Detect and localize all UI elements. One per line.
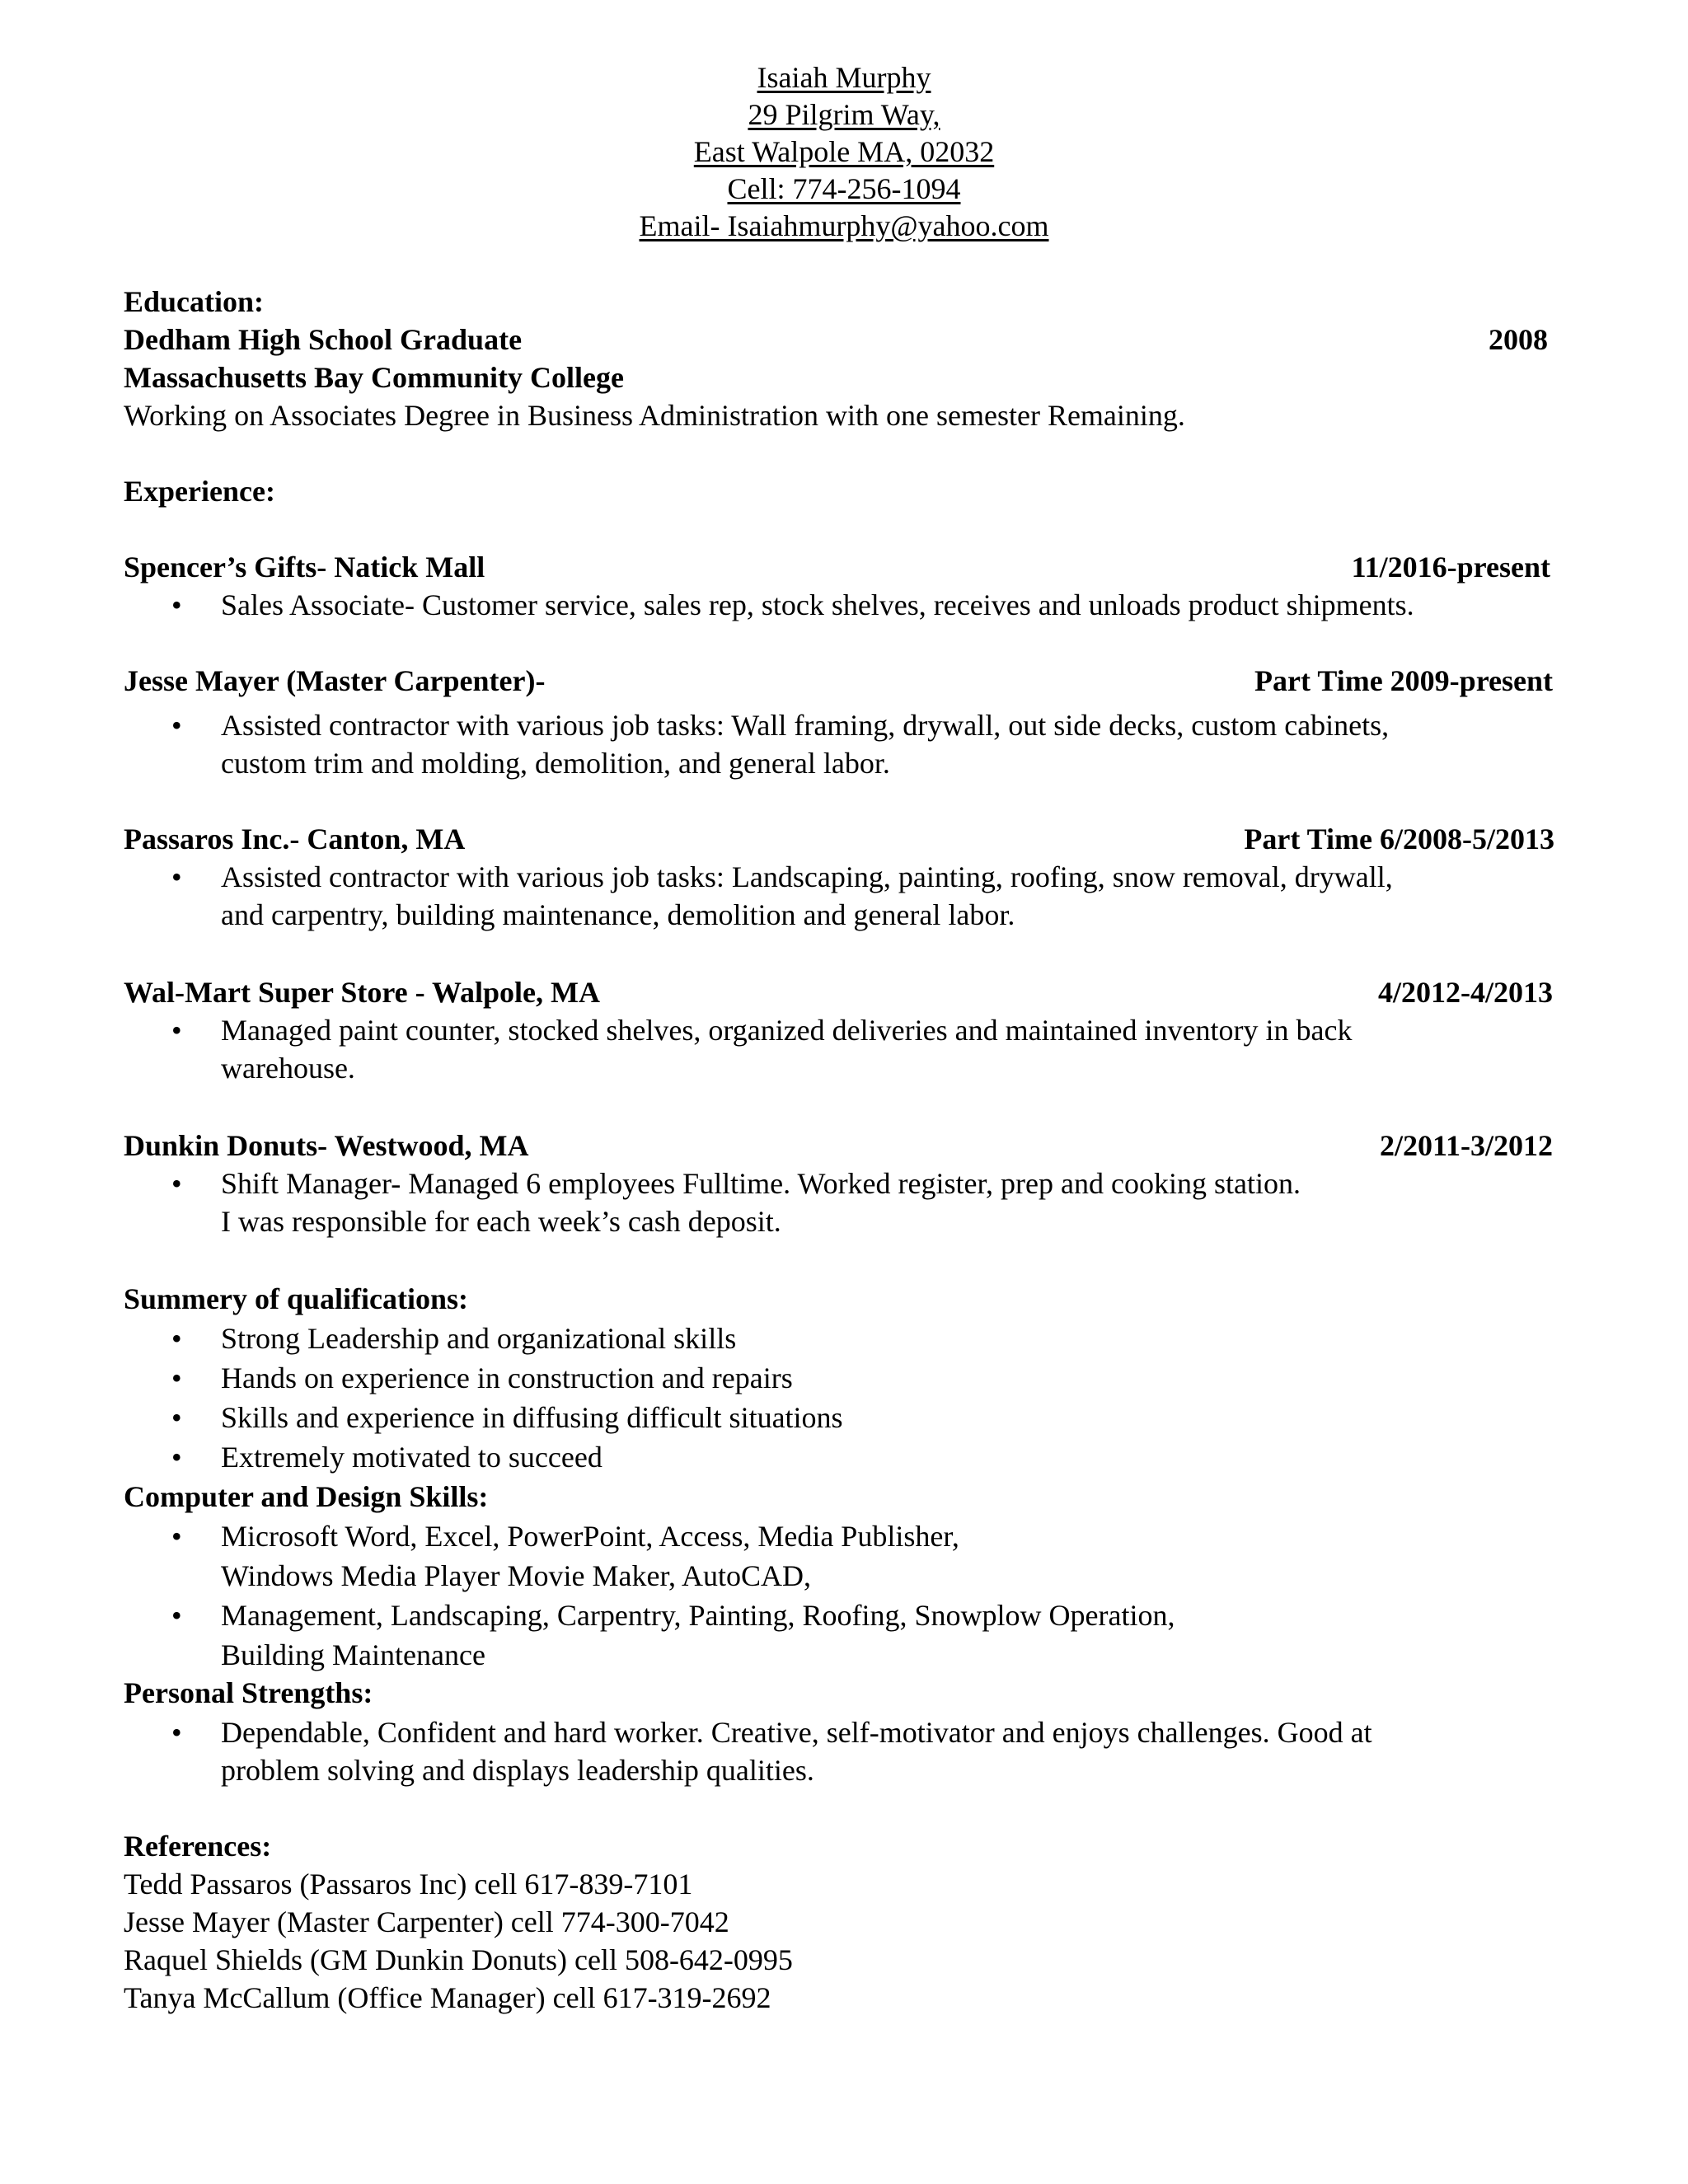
job-dates: Part Time 6/2008-5/2013 — [1244, 823, 1554, 855]
job-title: Passaros Inc.- Canton, MA — [124, 823, 466, 855]
bullet-icon: • — [171, 1716, 182, 1749]
cell-phone: Cell: 774-256-1094 — [727, 172, 961, 205]
education-school-1: Dedham High School Graduate — [124, 323, 523, 356]
job-dates: Part Time 2009-present — [1254, 664, 1553, 697]
job-detail: Assisted contractor with various job tasks: Landscaping, painting, roofing, snow removal, drywall, — [221, 860, 1393, 893]
job-detail: and carpentry, building maintenance, demolition and general labor. — [221, 898, 1015, 931]
computer-skill-item: Building Maintenance — [221, 1638, 485, 1671]
street-address: 29 Pilgrim Way, — [748, 98, 940, 131]
job-detail: custom trim and molding, demolition, and general labor. — [221, 747, 890, 780]
bullet-icon: • — [171, 860, 182, 893]
job-detail: Assisted contractor with various job tasks: Wall framing, drywall, out side decks, custom cabinets, — [221, 709, 1390, 742]
reference-item: Jesse Mayer (Master Carpenter) cell 774-300-7042 — [124, 1905, 729, 1938]
qualification-item: Hands on experience in construction and repairs — [221, 1361, 793, 1394]
job-detail: I was responsible for each week’s cash deposit. — [221, 1205, 781, 1238]
references-heading: References: — [124, 1830, 272, 1863]
qualifications-heading: Summery of qualifications: — [124, 1282, 468, 1315]
job-title: Jesse Mayer (Master Carpenter)- — [124, 664, 546, 697]
job-detail: Managed paint counter, stocked shelves, organized deliveries and maintained inventory in back — [221, 1014, 1353, 1047]
city-state-zip: East Walpole MA, 02032 — [693, 135, 995, 168]
bullet-icon: • — [171, 1599, 182, 1632]
qualification-item: Extremely motivated to succeed — [221, 1441, 603, 1474]
experience-heading: Experience: — [124, 475, 275, 508]
job-dates: 2/2011-3/2012 — [1379, 1129, 1553, 1162]
reference-item: Tedd Passaros (Passaros Inc) cell 617-839-7101 — [124, 1868, 693, 1900]
education-school-1-year: 2008 — [1489, 323, 1548, 356]
bullet-icon: • — [171, 1014, 182, 1047]
bullet-icon: • — [171, 1520, 182, 1553]
bullet-icon: • — [171, 1167, 182, 1200]
qualification-item: Strong Leadership and organizational skills — [221, 1322, 737, 1355]
applicant-name: Isaiah Murphy — [757, 61, 931, 94]
bullet-icon: • — [171, 1441, 182, 1474]
job-dates: 4/2012-4/2013 — [1378, 976, 1553, 1009]
contact-header — [0, 59, 1688, 245]
reference-item: Tanya McCallum (Office Manager) cell 617-319-2692 — [124, 1981, 771, 2014]
education-detail: Working on Associates Degree in Business Administration with one semester Remaining. — [124, 399, 1185, 432]
bullet-icon: • — [171, 588, 182, 621]
job-detail: Sales Associate- Customer service, sales rep, stock shelves, receives and unloads product shipments. — [221, 588, 1414, 621]
bullet-icon: • — [171, 1401, 182, 1434]
bullet-icon: • — [171, 1322, 182, 1355]
education-school-2: Massachusetts Bay Community College — [124, 361, 624, 394]
bullet-icon: • — [171, 1361, 182, 1394]
computer-skill-item: Management, Landscaping, Carpentry, Painting, Roofing, Snowplow Operation, — [221, 1599, 1175, 1632]
job-dates: 11/2016-present — [1351, 551, 1550, 583]
strengths-text: problem solving and displays leadership qualities. — [221, 1754, 814, 1787]
job-title: Dunkin Donuts- Westwood, MA — [124, 1129, 529, 1162]
job-detail: warehouse. — [221, 1052, 355, 1085]
bullet-icon: • — [171, 709, 182, 742]
computer-skill-item: Microsoft Word, Excel, PowerPoint, Access, Media Publisher, — [221, 1520, 959, 1553]
qualification-item: Skills and experience in diffusing difficult situations — [221, 1401, 843, 1434]
computer-skills-heading: Computer and Design Skills: — [124, 1480, 489, 1513]
education-heading: Education: — [124, 285, 265, 318]
job-detail: Shift Manager- Managed 6 employees Fulltime. Worked register, prep and cooking station. — [221, 1167, 1301, 1200]
strengths-heading: Personal Strengths: — [124, 1676, 373, 1709]
strengths-text: Dependable, Confident and hard worker. Creative, self-motivator and enjoys challenges. Good at — [221, 1716, 1372, 1749]
email-address: Email- Isaiahmurphy@yahoo.com — [639, 209, 1049, 242]
computer-skill-item: Windows Media Player Movie Maker, AutoCAD, — [221, 1559, 812, 1592]
job-title: Spencer’s Gifts- Natick Mall — [124, 551, 485, 583]
job-title: Wal-Mart Super Store - Walpole, MA — [124, 976, 600, 1009]
reference-item: Raquel Shields (GM Dunkin Donuts) cell 508-642-0995 — [124, 1943, 793, 1976]
